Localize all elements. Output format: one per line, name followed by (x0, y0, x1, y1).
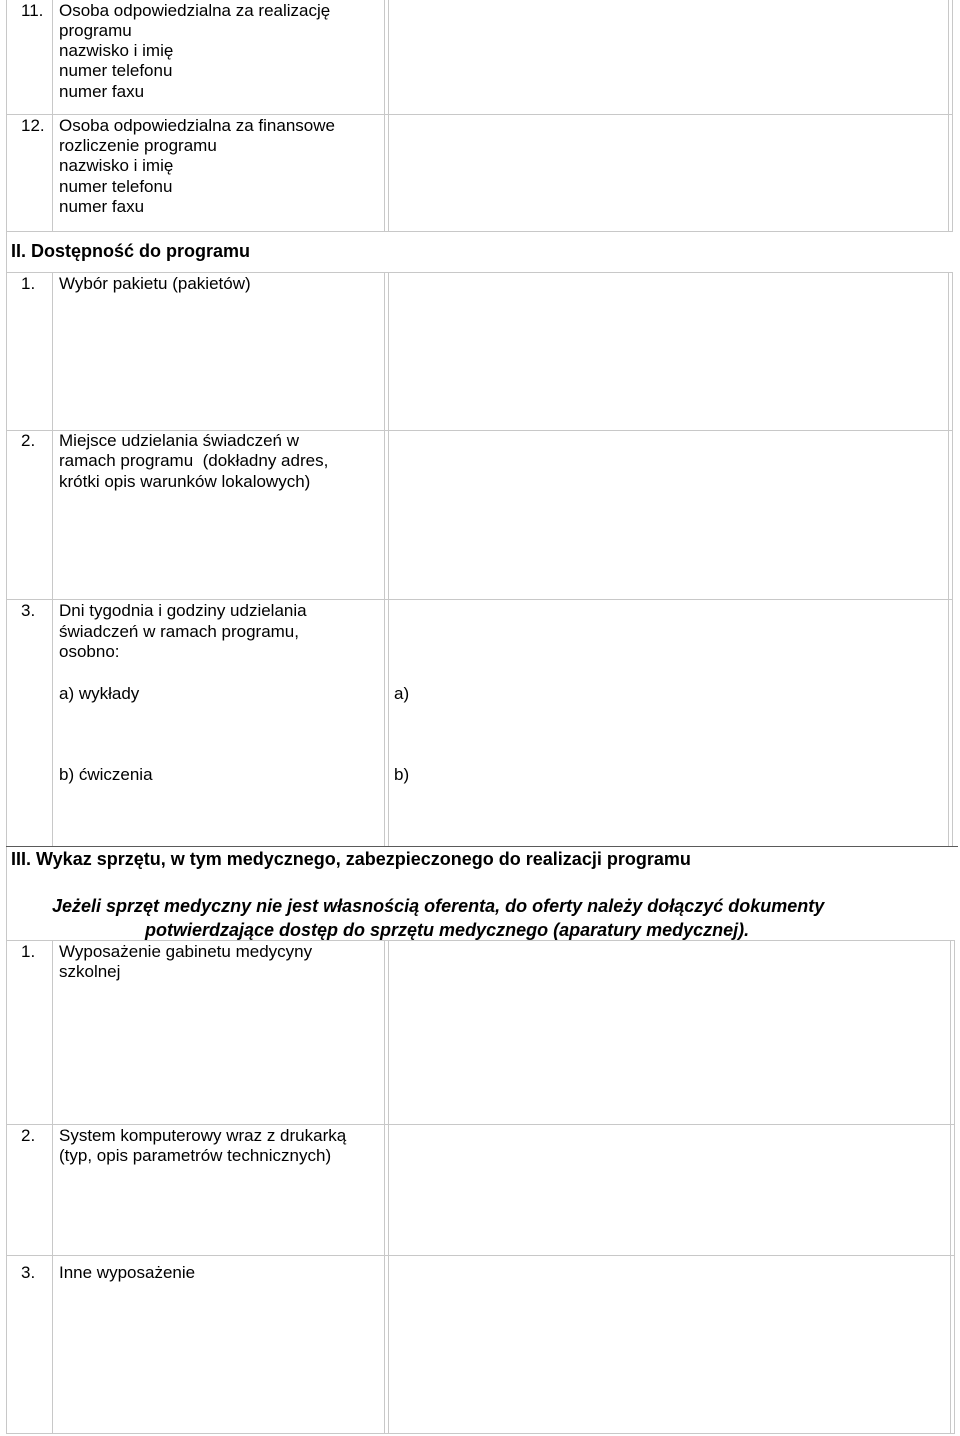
schedule-lectures-label: a) wykłady (59, 684, 140, 703)
row-label: Inne wyposażenie (59, 1263, 196, 1282)
row-label-line: nazwisko i imię (59, 156, 174, 175)
row-number: 12. (21, 116, 45, 135)
row-label-line: Miejsce udzielania świadczeń w (59, 431, 300, 450)
row-label-line: nazwisko i imię (59, 41, 174, 60)
schedule-exercises-answer: b) (394, 765, 410, 784)
row-label-line: świadczeń w ramach programu, (59, 622, 299, 641)
equipment-note-line: Jeżeli sprzęt medyczny nie jest własnością oferenta, do oferty należy dołączyć dokumenty (52, 896, 825, 916)
row-label: Wybór pakietu (pakietów) (59, 274, 251, 293)
schedule-exercises-label: b) ćwiczenia (59, 765, 153, 784)
row-label-line: programu (59, 21, 132, 40)
row-label-line: numer telefonu (59, 177, 173, 196)
row-label-line: Osoba odpowiedzialna za finansowe (59, 116, 335, 135)
row-number: 3. (21, 1263, 36, 1282)
row-number: 11. (21, 1, 44, 20)
row-label-line: ramach programu (dokładny adres, (59, 451, 329, 470)
row-number: 1. (21, 274, 36, 293)
row-label-line: szkolnej (59, 962, 121, 981)
row-label-line: Osoba odpowiedzialna za realizację (59, 1, 331, 20)
row-number: 3. (21, 601, 36, 620)
equipment-note-line: potwierdzające dostęp do sprzętu medycznego (aparatury medycznej). (145, 920, 750, 940)
row-number: 2. (21, 1126, 36, 1145)
row-label-line: System komputerowy wraz z drukarką (59, 1126, 347, 1145)
row-label-line: Dni tygodnia i godziny udzielania (59, 601, 307, 620)
row-label-line: (typ, opis parametrów technicznych) (59, 1146, 332, 1165)
row-number: 1. (21, 942, 36, 961)
section-title-availability: II. Dostępność do programu (11, 241, 251, 261)
row-number: 2. (21, 431, 36, 450)
row-label-line: Wyposażenie gabinetu medycyny (59, 942, 313, 961)
row-label-line: numer telefonu (59, 61, 173, 80)
schedule-lectures-answer: a) (394, 684, 410, 703)
row-label-line: numer faxu (59, 197, 145, 216)
section-title-equipment: III. Wykaz sprzętu, w tym medycznego, zabezpieczonego do realizacji programu (11, 849, 691, 869)
row-label-line: numer faxu (59, 82, 145, 101)
row-label-line: osobno: (59, 642, 120, 661)
row-label-line: krótki opis warunków lokalowych) (59, 472, 311, 491)
row-label-line: rozliczenie programu (59, 136, 217, 155)
